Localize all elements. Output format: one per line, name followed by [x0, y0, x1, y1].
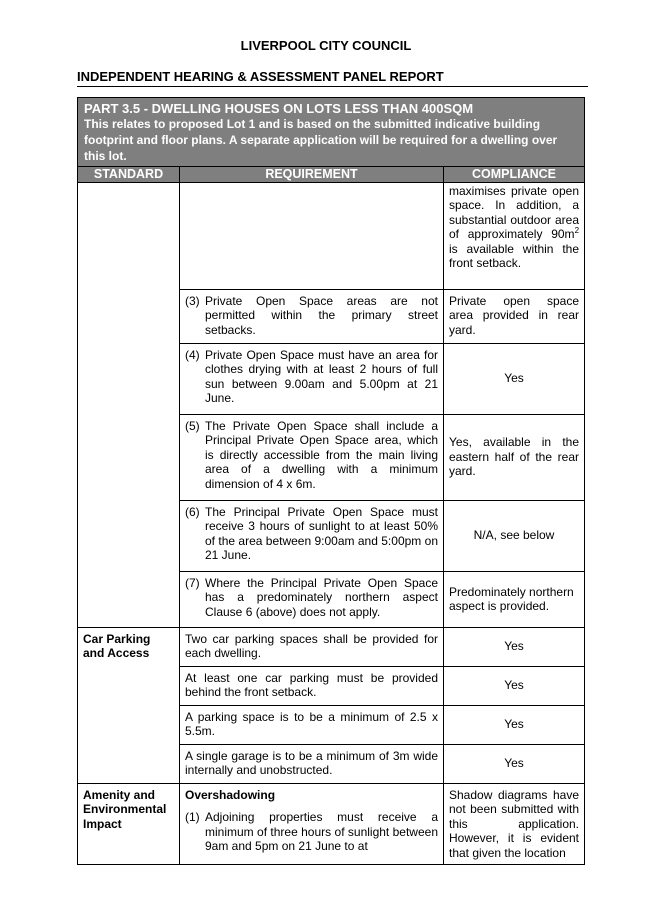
requirement-cell: Two car parking spaces shall be provided for each dwelling.: [180, 627, 444, 666]
standard-cell-private-open-space: [78, 182, 180, 627]
compliance-cell: Yes: [444, 666, 585, 705]
report-title: INDEPENDENT HEARING & ASSESSMENT PANEL REPORT: [77, 69, 444, 84]
column-header-requirement: REQUIREMENT: [180, 167, 444, 183]
requirement-cell: [180, 414, 444, 500]
assessment-table: [77, 97, 585, 865]
section-title: PART 3.5 - DWELLING HOUSES ON LOTS LESS THAN 400SQM: [84, 101, 474, 116]
column-header-compliance: COMPLIANCE: [444, 167, 585, 183]
requirement-cell: At least one car parking must be provided behind the front setback.: [180, 666, 444, 705]
table-row: [78, 783, 585, 865]
council-name: LIVERPOOL CITY COUNCIL: [240, 38, 412, 53]
requirement-cell: [180, 783, 444, 865]
overshadowing-heading: Overshadowing: [185, 787, 276, 802]
compliance-cell: Yes: [444, 343, 585, 414]
clause-number: (6): [185, 504, 200, 519]
clause-number: (7): [185, 575, 200, 590]
column-header-row: [78, 167, 585, 183]
table-row: [78, 627, 585, 666]
clause-number: (4): [185, 347, 200, 362]
clause-number: (1): [185, 810, 200, 824]
column-header-standard: STANDARD: [78, 167, 180, 183]
requirement-cell: [180, 343, 444, 414]
requirement-text: Adjoining properties must receive a minimum of three hours of sunlight between 9am and 5pm on 21 June to at: [205, 810, 438, 853]
compliance-cell-continued: maximises private open space. In addition, a substantial outdoor area of approximately $90m^2$ is available within the front setback.: [444, 182, 585, 289]
standard-cell-car-parking: Car Parking and Access: [78, 627, 180, 783]
requirement-text: Where the Principal Private Open Space has a predominately northern aspect Clause 6 (above) does not apply.: [205, 575, 438, 619]
compliance-cell: Private open space area provided in rear yard.: [444, 289, 585, 343]
requirement-text: The Principal Private Open Space must receive 3 hours of sunlight to at least 50% of the area between 9:00am and 5:00pm on 21 June.: [205, 504, 438, 562]
compliance-cell: N/A, see below: [444, 500, 585, 571]
section-header-row: [78, 98, 585, 167]
compliance-cell: Predominately northern aspect is provided.: [444, 571, 585, 627]
requirement-text: Private Open Space must have an area for clothes drying with at least 2 hours of full sun between 9.00am and 5.00pm at 21 June.: [205, 347, 438, 405]
compliance-cell: Yes, available in the eastern half of the rear yard.: [444, 414, 585, 500]
requirement-cell-continued: [180, 182, 444, 289]
requirement-cell: [180, 289, 444, 343]
requirement-cell: A parking space is to be a minimum of 2.5 x 5.5m.: [180, 705, 444, 744]
section-description: This relates to proposed Lot 1 and is based on the submitted indicative building footprint and floor plans. A separate application will be required for a dwelling over this lot.: [84, 117, 558, 163]
header-divider: [77, 86, 588, 87]
requirement-cell: A single garage is to be a minimum of 3m wide internally and unobstructed.: [180, 744, 444, 783]
clause-number: (5): [185, 418, 200, 433]
section-header: [78, 98, 585, 167]
compliance-cell: Shadow diagrams have not been submitted with this application. However, it is evident that given the location: [444, 783, 585, 865]
compliance-cell: Yes: [444, 744, 585, 783]
requirement-text: The Private Open Space shall include a Principal Private Open Space area, which is directly accessible from the main living area of a dwelling with a minimum dimension of 4 x 6m.: [205, 418, 438, 491]
requirement-cell: [180, 571, 444, 627]
requirement-text: Private Open Space areas are not permitted within the primary street setbacks.: [205, 293, 438, 337]
clause-number: (3): [185, 293, 200, 308]
table-row-continued: [78, 182, 585, 289]
compliance-cell: Yes: [444, 705, 585, 744]
compliance-cell: Yes: [444, 627, 585, 666]
requirement-cell: [180, 500, 444, 571]
standard-cell-amenity: Amenity and Environmental Impact: [78, 783, 180, 865]
